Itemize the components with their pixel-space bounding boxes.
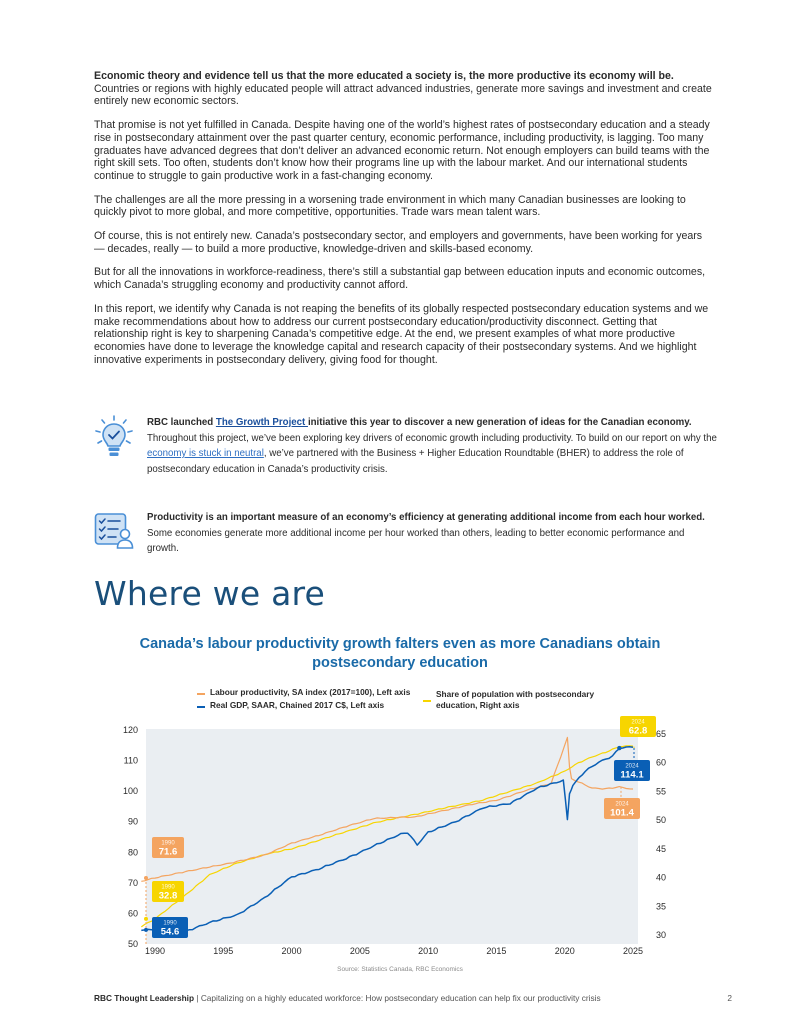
intro-p1-rest: Countries or regions with highly educated people will attract advanced industries, generate more savings and investment and create entirely new economic sectors. — [94, 82, 712, 108]
legend-label-productivity: Labour productivity, SA index (2017=100), Left axis — [210, 687, 411, 697]
right-axis-tick-label: 55 — [656, 786, 667, 797]
x-axis-tick-label: 2000 — [281, 946, 302, 956]
footer — [94, 993, 601, 1003]
intro-paragraph-4: Of course, this is not entirely new. Canada’s postsecondary sector, and employers and governments, have been working for years — decades, really — to build a more productive, knowledge-driven and skills-based economy. — [94, 230, 703, 255]
callout-value: 54.6 — [160, 926, 180, 938]
right-axis-tick-label: 40 — [656, 872, 667, 883]
page-number: 2 — [727, 993, 732, 1003]
left-axis-tick-label: 60 — [127, 908, 138, 919]
x-axis-tick-label: 2015 — [486, 946, 507, 956]
left-axis-tick-label: 80 — [127, 847, 138, 858]
callout2-text: Some economies generate more additional income per hour worked than others, leading to better economic performance and growth. — [147, 527, 685, 554]
x-axis-tick-label: 2025 — [622, 946, 644, 956]
data-point-gdp-2024 — [617, 746, 621, 750]
data-point-postsecondary-1990 — [144, 917, 148, 921]
callout1-bold-post: initiative this year to discover a new generation of ideas for the Canadian economy. — [307, 417, 692, 428]
left-axis-tick-label: 110 — [123, 755, 138, 766]
left-axis-tick-label: 100 — [122, 786, 138, 797]
footer-separator: | — [196, 993, 199, 1003]
left-axis-tick-label: 90 — [127, 816, 138, 827]
callout-year: 1990 — [163, 920, 177, 927]
right-axis-tick-label: 35 — [656, 901, 667, 912]
callout1-text-post: , we’ve partnered with the Business + Higher Education Roundtable (BHER) to address the role of postsecondary education in Canada’s productivity crisis. — [147, 448, 684, 475]
x-axis-tick-label: 1990 — [144, 946, 166, 956]
callout2-bold: Productivity is an important measure of an economy’s efficiency at generating additional income from each hour worked. — [147, 512, 705, 523]
callout-value: 101.4 — [610, 807, 634, 819]
callout-year: 1990 — [161, 840, 175, 847]
right-axis-tick-label: 30 — [656, 930, 667, 940]
callout-year: 1990 — [161, 884, 175, 891]
callout-year: 2024 — [615, 801, 629, 808]
x-axis-tick-label: 1995 — [213, 946, 234, 956]
callout-value: 62.8 — [628, 725, 648, 737]
footer-brand: RBC Thought Leadership — [94, 993, 195, 1003]
callout-year: 2024 — [631, 719, 645, 726]
footer-text: Capitalizing on a highly educated workforce: How postsecondary education can help fix our productivity crisis — [200, 993, 601, 1003]
data-point-gdp-1990 — [144, 928, 148, 932]
right-axis-tick-label: 45 — [656, 843, 667, 854]
intro-paragraph-5: But for all the innovations in workforce-readiness, there’s still a substantial gap between education inputs and economic outcomes, which Canada’s struggling economy and productivity cannot afford. — [94, 266, 706, 292]
section-title: Where we are — [94, 574, 326, 613]
left-axis-tick-label: 70 — [127, 877, 138, 888]
chart-title: Canada’s labour productivity growth falters even as more Canadians obtain postsecondary education — [139, 636, 661, 671]
intro-lead: Economic theory and evidence tell us that the more educated a society is, the more productive its economy will be. — [94, 70, 674, 82]
chart-source: Source: Statistics Canada, RBC Economics — [337, 966, 463, 973]
intro-paragraph-6: In this report, we identify why Canada is not reaping the benefits of its globally respected postsecondary education systems and we make recommendations about how to address our current postsecondary education/productivity disconnect. Getting that relationship right is key to sharpening Canada’s competitive edge. At the end, we present examples of what more productive economies have done to leverage the knowledge capital and research capacity of their postsecondary systems. And we highlight innovative experiments in postsecondary delivery, giving food for thought. — [94, 302, 709, 366]
economy-stuck-link[interactable]: economy is stuck in neutral — [147, 448, 264, 459]
data-point-productivity-1990 — [144, 876, 148, 880]
right-axis-tick-label: 65 — [656, 729, 667, 739]
right-axis-tick-label: 60 — [656, 757, 667, 768]
legend-label-postsecondary: Share of population with postsecondary education, Right axis — [436, 689, 595, 710]
plot-area — [146, 729, 638, 944]
x-axis-tick-label: 2010 — [418, 946, 439, 956]
legend-label-gdp: Real GDP, SAAR, Chained 2017 C$, Left axis — [210, 700, 385, 710]
intro-paragraph-2: That promise is not yet fulfilled in Canada. Despite having one of the world’s highest rates of postsecondary education and a steady rise in postsecondary attainment over the past quarter century, economic performance, including productivity, is lagging. Too many graduates have advanced degrees that don’t deliver an advanced economic return. Not enough employers can build teams with the right skill sets. Too often, students don’t know how their programs line up with the labour market. And our international students continue to struggle to gain productive work in a fast-changing economy. — [94, 119, 710, 182]
callout1-bold-pre: RBC launched — [147, 417, 216, 428]
callout-year: 2024 — [625, 763, 639, 770]
callout-value: 114.1 — [620, 769, 644, 781]
x-axis-tick-label: 2020 — [554, 946, 575, 956]
intro-paragraph-3: The challenges are all the more pressing in a worsening trade environment in which many Canadian businesses are looking to quickly pivot to more global, and more competitive, opportunities. Trade wars mean talent wars. — [94, 193, 686, 219]
left-axis-tick-label: 50 — [127, 939, 138, 949]
left-axis-tick-label: 120 — [122, 725, 138, 735]
right-axis-tick-label: 50 — [656, 815, 667, 826]
callout-value: 71.6 — [158, 846, 178, 858]
x-axis-tick-label: 2005 — [349, 946, 370, 956]
callout1-text-pre: Throughout this project, we’ve been exploring key drivers of economic growth including productivity. To build on our report on why the — [147, 432, 717, 444]
callout-value: 32.8 — [158, 890, 178, 902]
growth-project-link[interactable]: The Growth Project — [215, 417, 308, 428]
